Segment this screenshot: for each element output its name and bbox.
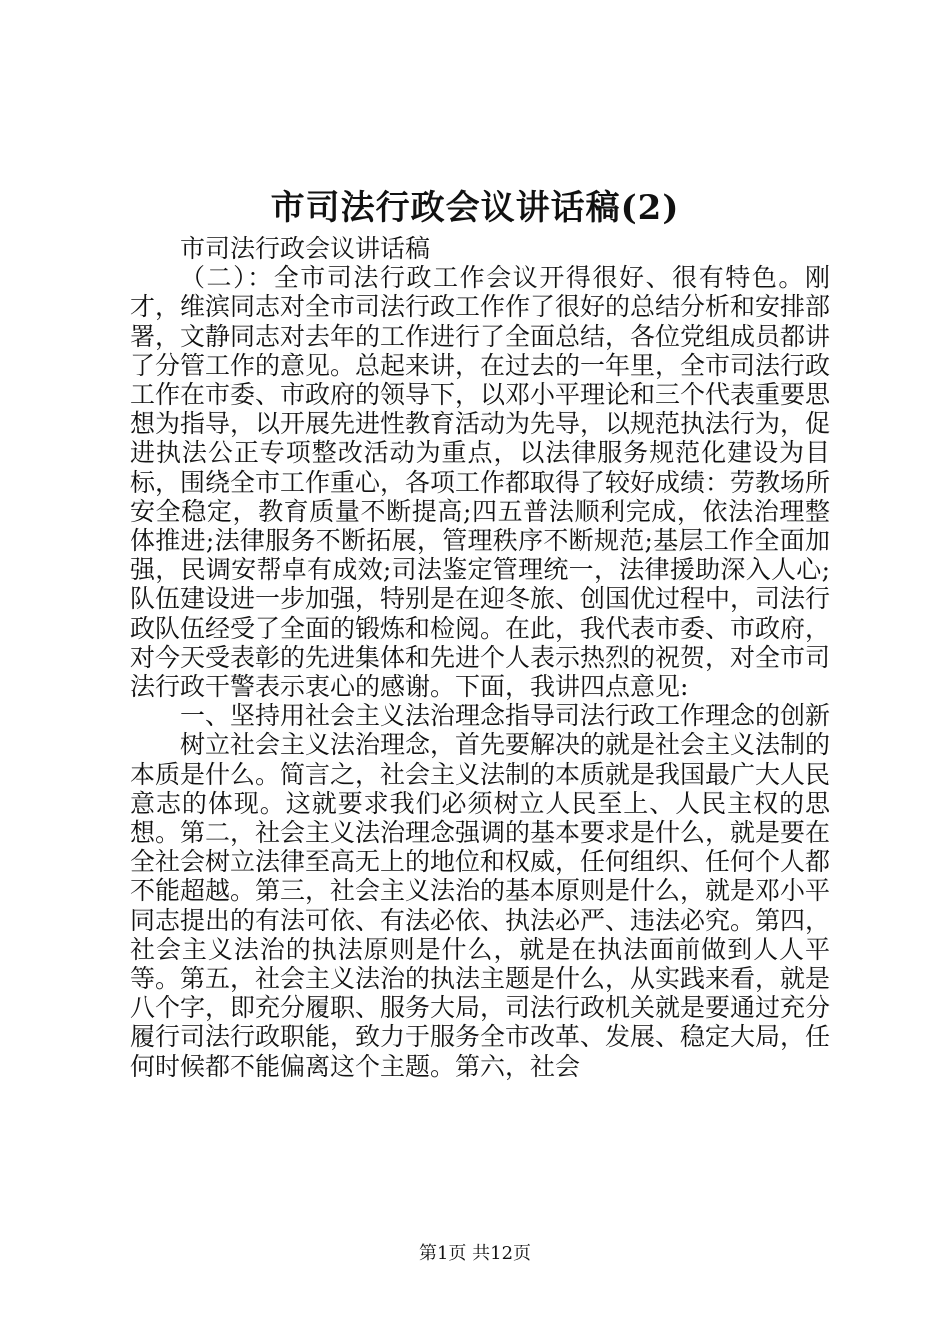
paragraph-intro: （二）：全市司法行政工作会议开得很好、很有特色。刚才，维滨同志对全市司法行政工作作了很好的总结分析和安排部署，文静同志对去年的工作进行了全面总结，各位党组成员都讲了分管工作的意见。总起来讲，在过去的一年里，全市司法行政工作在市委、市政府的领导下，以邓小平理论和三个代表重要思想为指导，以开展先进性教育活动为先导，以规范执法行为，促进执法公正专项整改活动为重点，以法律服务规范化建设为目标，围绕全市工作重心，各项工作都取得了较好成绩：劳教场所安全稳定，教育质量不断提高;四五普法顺利完成，依法治理整体推进;法律服务不断拓展，管理秩序不断规范;基层工作全面加强，民调安帮卓有成效;司法鉴定管理统一，法律援助深入人心;队伍建设进一步加强，特别是在迎冬旅、创国优过程中，司法行政队伍经受了全面的锻炼和检阅。在此，我代表市委、市政府，对今天受表彰的先进集体和先进个人表示热烈的祝贺，对全市司法行政干警表示衷心的感谢。下面，我讲四点意见: <box>130 263 831 702</box>
document-body <box>130 234 830 1081</box>
section-heading: 一、坚持用社会主义法治理念指导司法行政工作理念的创新 <box>180 701 831 731</box>
document-title: 市司法行政会议讲话稿(2) <box>270 188 680 228</box>
paragraph-body: 树立社会主义法治理念，首先要解决的就是社会主义法制的本质是什么。简言之，社会主义法制的本质就是我国最广大人民意志的体现。这就要求我们必须树立人民至上、人民主权的思想。第二，社会主义法治理念强调的基本要求是什么，就是要在全社会树立法律至高无上的地位和权威，任何组织、任何个人都不能超越。第三，社会主义法治的基本原则是什么，就是邓小平同志提出的有法可依、有法必依、执法必严、违法必究。第四，社会主义法治的执法原则是什么，就是在执法面前做到人人平等。第五，社会主义法治的执法主题是什么，从实践来看，就是八个字，即充分履职、服务大局，司法行政机关就是要通过充分履行司法行政职能，致力于服务全市改革、发展、稳定大局，任何时候都不能偏离这个主题。第六，社会 <box>130 730 831 1081</box>
page-footer: 第1页 共12页 <box>418 1243 532 1264</box>
paragraph-subtitle: 市司法行政会议讲话稿 <box>180 234 431 263</box>
